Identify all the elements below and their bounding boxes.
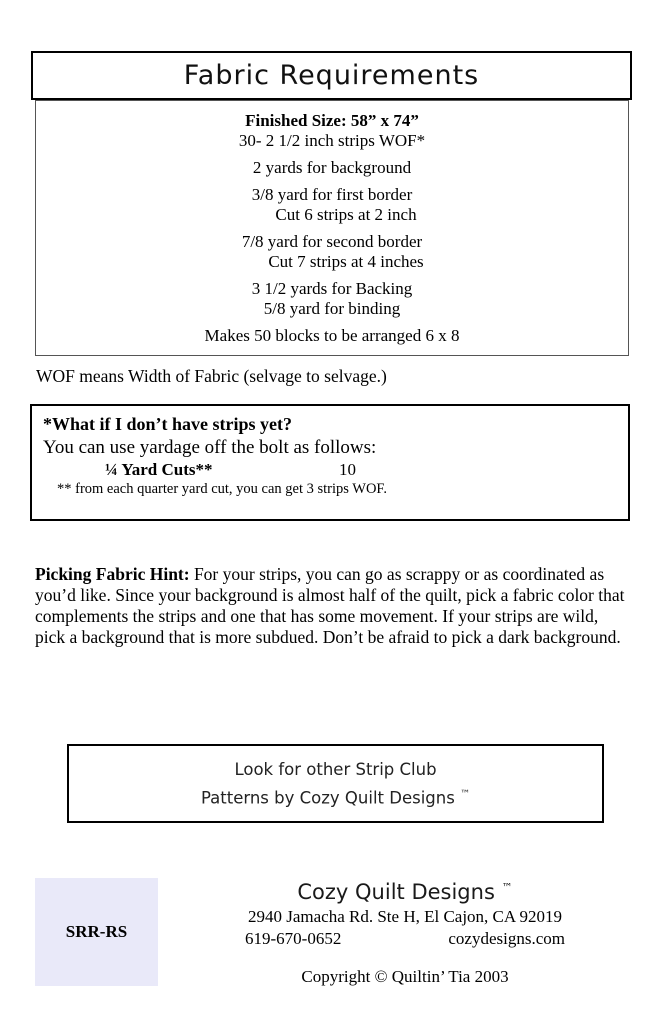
publisher-website: cozydesigns.com xyxy=(448,929,565,948)
requirement-group xyxy=(36,185,628,225)
publisher-phone: 619-670-0652 xyxy=(245,929,342,948)
strip-club-promo-box xyxy=(67,744,604,823)
requirement-line: 30- 2 1/2 inch strips WOF* xyxy=(238,131,426,150)
quarter-yard-cuts-label: ¼ Yard Cuts** xyxy=(105,460,213,479)
requirement-group xyxy=(36,158,628,178)
requirement-line: 3/8 yard for first border xyxy=(251,185,413,204)
no-strips-heading: *What if I don’t have strips yet? xyxy=(43,414,293,434)
fabric-requirements-header xyxy=(31,51,632,100)
requirement-line: Makes 50 blocks to be arranged 6 x 8 xyxy=(204,326,460,345)
fabric-requirements-box xyxy=(35,100,629,356)
picking-fabric-hint xyxy=(35,564,631,648)
page-title: Fabric Requirements xyxy=(183,60,480,91)
requirement-subline: Cut 7 strips at 4 inches xyxy=(268,252,424,271)
trademark-symbol: ™ xyxy=(460,788,471,800)
requirement-group xyxy=(36,111,628,151)
requirement-group xyxy=(36,232,628,272)
publisher-brand: Cozy Quilt Designs ™ xyxy=(297,880,513,904)
requirement-line: 3 1/2 yards for Backing xyxy=(251,279,413,298)
copyright-line: Copyright © Quiltin’ Tia 2003 xyxy=(301,967,509,986)
requirement-group xyxy=(36,326,628,346)
quarter-yard-cuts-value: 10 xyxy=(339,460,356,479)
publisher-info xyxy=(180,874,630,987)
publisher-address: 2940 Jamacha Rd. Ste H, El Cajon, CA 92019 xyxy=(247,907,562,926)
no-strips-intro: You can use yardage off the bolt as follows: xyxy=(43,437,377,458)
requirement-subline: Cut 6 strips at 2 inch xyxy=(275,205,417,224)
pattern-code: SRR-RS xyxy=(65,922,128,941)
picking-fabric-hint-text: For your strips, you can go as scrappy or as coordinated as you’d like. Since your background is almost half of the quilt, pick a fabric color that complements the strips and one that has some movement. If your strips are wild, pick a background that is more subdued. Don’t be afraid to pick a dark background. xyxy=(35,564,625,647)
promo-line-2: Patterns by Cozy Quilt Designs ™ xyxy=(200,788,471,808)
quarter-yard-cuts-row xyxy=(43,459,628,480)
requirement-line: 5/8 yard for binding xyxy=(263,299,401,318)
publisher-contact-row xyxy=(180,928,630,950)
finished-size-line: Finished Size: 58” x 74” xyxy=(245,111,419,130)
promo-line-1: Look for other Strip Club xyxy=(234,759,437,779)
requirement-line: 7/8 yard for second border xyxy=(241,232,423,251)
picking-fabric-hint-label: Picking Fabric Hint: xyxy=(35,564,190,584)
quarter-yard-footnote: ** from each quarter yard cut, you can get 3 strips WOF. xyxy=(57,481,387,497)
requirement-group xyxy=(36,279,628,319)
wof-definition-note: WOF means Width of Fabric (selvage to selvage.) xyxy=(36,366,387,386)
requirement-line: 2 yards for background xyxy=(252,158,412,177)
no-strips-info-box xyxy=(30,404,630,521)
trademark-symbol: ™ xyxy=(501,881,513,894)
pattern-code-box xyxy=(35,878,158,986)
